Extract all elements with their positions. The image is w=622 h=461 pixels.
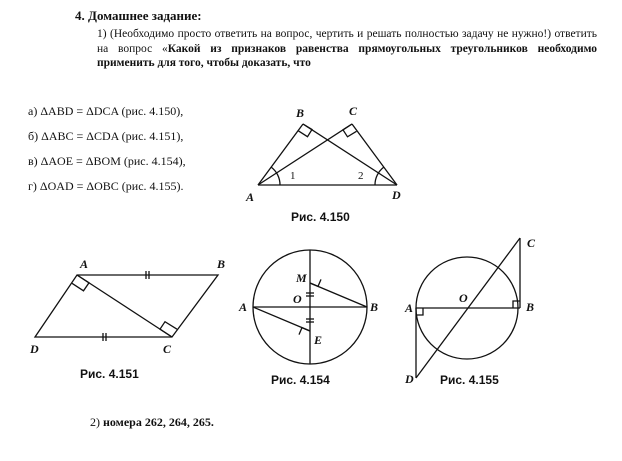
figure-4-151 (35, 271, 218, 341)
fig150-angle-1: 1 (290, 170, 296, 182)
fig155-label-c: C (527, 236, 536, 250)
item1-prefix: 1) (Необходимо просто ответить на вопрос, чертить и решать полностью задачу не нужно!) ответить на вопрос « (97, 28, 597, 55)
fig150-label-a: A (246, 190, 255, 204)
fig150-label-c: C (349, 104, 358, 118)
fig151-caption: Рис. 4.151 (80, 367, 139, 381)
fig155-label-a: A (405, 301, 414, 315)
fig150-angle-2: 2 (358, 170, 364, 182)
item2-text: номера 262, 264, 265. (103, 415, 214, 429)
fig150-label-b: B (296, 106, 305, 120)
item2-label: 2) (90, 415, 100, 429)
fig151-label-a: A (80, 257, 89, 271)
fig155-caption: Рис. 4.155 (440, 373, 499, 387)
fig150-label-d: D (392, 188, 401, 202)
fig154-label-o: O (293, 292, 302, 306)
homework-item-2 (90, 415, 214, 430)
equality-b: б) ΔABC = ΔCDA (рис. 4.151), (28, 129, 184, 143)
fig154-label-e: E (314, 333, 323, 347)
fig150-caption: Рис. 4.150 (291, 210, 350, 224)
fig155-label-d: D (405, 372, 414, 386)
equality-d: г) ΔOAD = ΔOBC (рис. 4.155). (28, 179, 184, 193)
fig151-label-d: D (30, 342, 39, 356)
figure-4-150 (258, 124, 397, 185)
homework-heading: 4. Домашнее задание: (75, 8, 202, 23)
fig154-caption: Рис. 4.154 (271, 373, 330, 387)
fig154-label-b: B (370, 300, 379, 314)
fig154-label-a: A (239, 300, 248, 314)
item1-question: Какой из признаков равенства прямоугольных треугольников необходимо применить для того, чтобы доказать, что (97, 42, 597, 69)
equality-c: в) ΔAOE = ΔBOM (рис. 4.154), (28, 154, 186, 168)
figure-4-155 (416, 238, 520, 378)
figure-4-154 (253, 250, 367, 364)
fig151-label-b: B (217, 257, 226, 271)
equality-a: а) ΔABD = ΔDCA (рис. 4.150), (28, 104, 184, 118)
fig155-label-b: B (526, 300, 535, 314)
fig154-label-m: M (296, 271, 307, 285)
fig151-label-c: C (163, 342, 172, 356)
fig155-label-o: O (459, 291, 468, 305)
